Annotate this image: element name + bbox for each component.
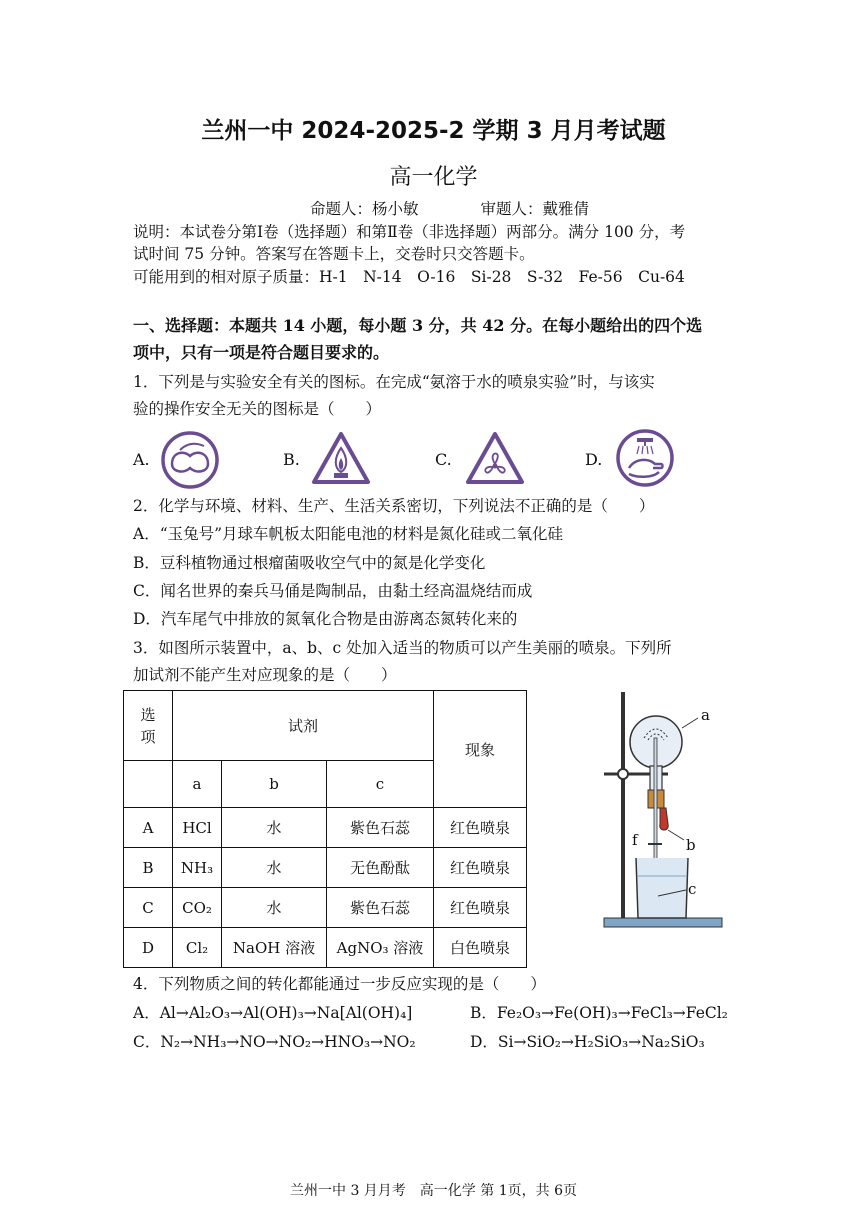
table-header-c: c (327, 761, 434, 808)
q4-option-a: A．Al→Al₂O₃→Al(OH)₃→Na[Al(OH)₄] (133, 1004, 413, 1022)
note-line-1: 说明：本试卷分第Ⅰ卷（选择题）和第Ⅱ卷（非选择题）两部分。满分 100 分，考 (133, 223, 686, 241)
q1-line-2: 验的操作安全无关的图标是（ ） (133, 400, 382, 418)
table-row: B NH₃ 水 无色酚酞 红色喷泉 (124, 848, 527, 888)
figure-label-b: b (686, 836, 696, 854)
fountain-apparatus-figure (598, 690, 728, 939)
q1-option-a-label: A. (133, 450, 150, 469)
q2-option-d: D．汽车尾气中排放的氮氧化合物是由游离态氮转化来的 (133, 610, 518, 628)
figure-label-c: c (688, 880, 697, 898)
q2-option-a: A．“玉兔号”月球车帆板太阳能电池的材料是氮化硅或二氧化硅 (133, 525, 564, 543)
flame-icon (310, 430, 372, 492)
table-row: A HCl 水 紫色石蕊 红色喷泉 (124, 808, 527, 848)
q1-option-c-label: C. (435, 450, 452, 469)
q2-option-c: C．闻名世界的秦兵马俑是陶制品，由黏土经高温烧结而成 (133, 582, 533, 600)
q3-line-2: 加试剂不能产生对应现象的是（ ） (133, 666, 397, 684)
q4-option-c: C．N₂→NH₃→NO→NO₂→HNO₃→NO₂ (133, 1033, 416, 1051)
fan-icon (464, 430, 526, 492)
q4-option-b: B．Fe₂O₃→Fe(OH)₃→FeCl₃→FeCl₂ (470, 1004, 728, 1022)
q1-option-b-label: B. (283, 450, 300, 469)
table-header-b: b (222, 761, 327, 808)
page-footer: 兰州一中 3 月月考 高一化学 第 1页，共 6页 (290, 1183, 577, 1199)
figure-label-a: a (701, 706, 710, 724)
table-header-reagent: 试剂 (173, 691, 434, 761)
q3-reagent-table (123, 690, 527, 968)
exam-subtitle: 高一化学 (389, 165, 478, 190)
q4-option-d: D．Si→SiO₂→H₂SiO₃→Na₂SiO₃ (470, 1033, 705, 1051)
table-header-a: a (173, 761, 222, 808)
hand-wash-icon (615, 428, 675, 492)
table-header-option: 选项 (124, 691, 173, 761)
q1-option-d-label: D. (585, 450, 603, 469)
note-line-2: 试时间 75 分钟。答案写在答题卡上，交卷时只交答题卡。 (133, 245, 535, 263)
q4-stem: 4．下列物质之间的转化都能通过一步反应实现的是（ ） (133, 975, 546, 993)
section-heading-line-2: 项中，只有一项是符合题目要求的。 (133, 343, 390, 362)
table-row: C CO₂ 水 紫色石蕊 红色喷泉 (124, 888, 527, 928)
section-heading-line-1: 一、选择题：本题共 14 小题，每小题 3 分，共 42 分。在每小题给出的四个选 (133, 316, 703, 335)
q2-option-b: B．豆科植物通过根瘤菌吸收空气中的氮是化学变化 (133, 554, 486, 572)
goggles-icon (160, 430, 220, 494)
exam-title: 兰州一中 2024-2025-2 学期 3 月月考试题 (201, 118, 666, 144)
table-header-blank (124, 761, 173, 808)
table-header-phenomenon: 现象 (434, 691, 527, 808)
table-row: D Cl₂ NaOH 溶液 AgNO₃ 溶液 白色喷泉 (124, 928, 527, 968)
figure-label-f: f (632, 831, 638, 849)
q2-stem: 2．化学与环境、材料、生产、生活关系密切，下列说法不正确的是（ ） (133, 497, 655, 515)
q3-line-1: 3．如图所示装置中，a、b、c 处加入适当的物质可以产生美丽的喷泉。下列所 (133, 639, 672, 657)
atomic-masses: 可能用到的相对原子质量：H-1 N-14 O-16 Si-28 S-32 Fe-56 Cu-64 (133, 268, 685, 286)
q1-line-1: 1．下列是与实验安全有关的图标。在完成“氨溶于水的喷泉实验”时，与该实 (133, 373, 655, 391)
authors: 命题人：杨小敏 审题人：戴雅倩 (310, 200, 590, 218)
